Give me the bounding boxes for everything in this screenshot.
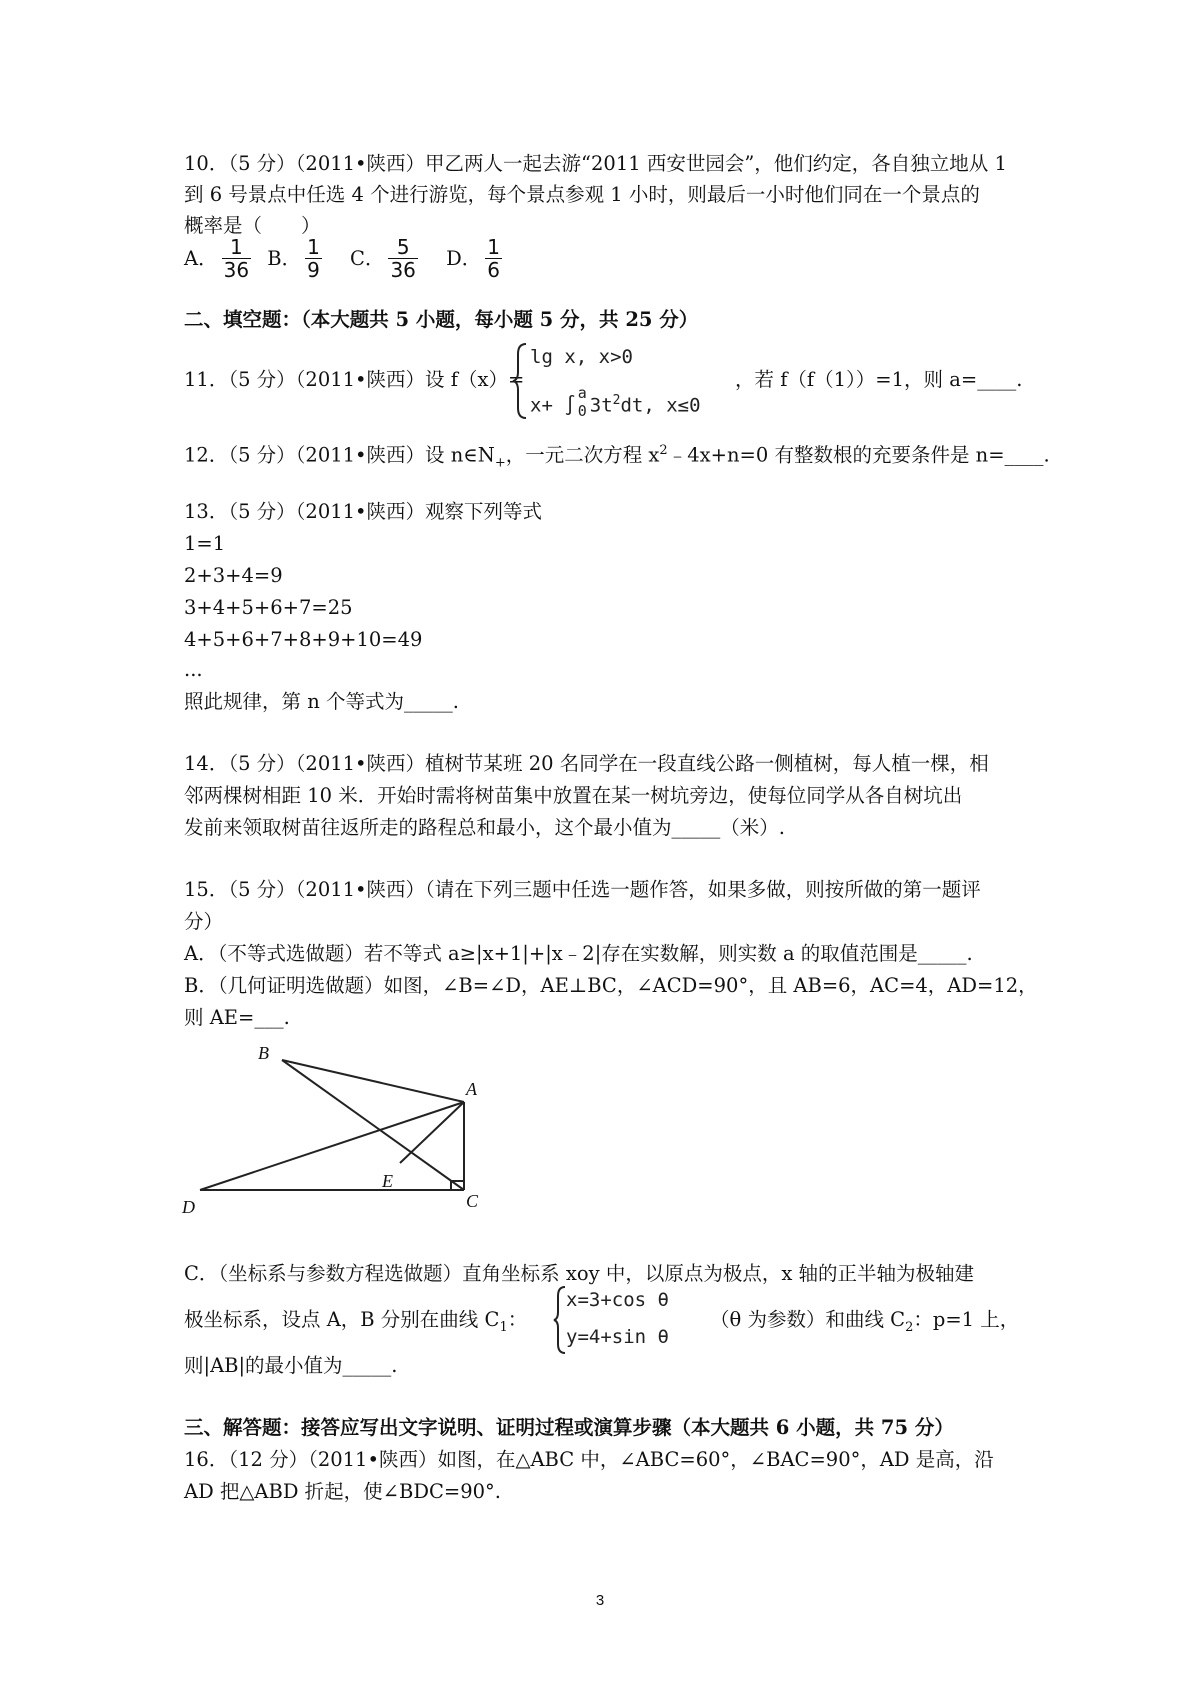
q10-line1: 10．（5 分）（2011•陕西）甲乙两人一起去游“2011 西安世园会”，他们约定，各自独立地从 1 (184, 152, 1007, 175)
q15-c-line2-prefix: 极坐标系，设点 A，B 分别在曲线 $C_1$： (184, 1308, 528, 1335)
q10-option-c: C． $\frac{5}{36}$ (350, 235, 416, 282)
label-D: D (182, 1197, 195, 1215)
q14-line3: 发前来领取树苗往返所走的路程总和最小，这个最小值为_____（米）. (184, 816, 785, 839)
q15-c-line1: C．（坐标系与参数方程选做题）直角坐标系 xoy 中，以原点为极点，x 轴的正半轴为极轴建 (184, 1262, 975, 1285)
q15-b-line2: 则 AE=___. (184, 1006, 290, 1029)
fraction: $\frac{1}{9}$ (307, 235, 320, 282)
segment-AE (400, 1102, 464, 1163)
q12-line: 12．（5 分）（2011•陕西）设 $n\in N_+$，一元二次方程 $x^2﹣4x+n=0$ 有整数根的充要条件是 n=____. (184, 443, 1050, 471)
q11-brace (512, 342, 528, 420)
q15-c-line3: 则|AB|的最小值为_____. (184, 1354, 398, 1377)
q14-line1: 14．（5 分）（2011•陕西）植树节某班 20 名同学在一段直线公路一侧植树，每人植一棵，相 (184, 752, 989, 775)
page-number: 3 (595, 1592, 605, 1609)
q10-options (184, 236, 506, 281)
q13-eq3: 3+4+5+6+7=25 (184, 596, 353, 619)
label-A: A (466, 1079, 477, 1099)
q13-eq1: 1=1 (184, 532, 226, 555)
section2-title: 二、填空题：（本大题共 5 小题，每小题 5 分，共 25 分） (184, 308, 699, 331)
fraction: $\frac{1}{36}$ (223, 235, 250, 282)
q15-c-case2: y=4+sin θ (566, 1326, 669, 1348)
q13-eq2: 2+3+4=9 (184, 564, 283, 587)
geometry-figure (170, 1035, 490, 1215)
q15-line1: 15．（5 分）（2011•陕西）（请在下列三题中任选一题作答，如果多做，则按所做的第一题评 (184, 878, 981, 901)
q15-c-case1: x=3+cos θ (566, 1289, 669, 1311)
label-E: E (382, 1171, 393, 1191)
section3-title: 三、解答题：接答应写出文字说明、证明过程或演算步骤（本大题共 6 小题，共 75 分） (184, 1416, 954, 1439)
q16-line2: AD 把△ABD 折起，使∠BDC=90°. (184, 1480, 501, 1503)
label-B: B (258, 1043, 269, 1063)
fraction: $\frac{1}{6}$ (487, 235, 500, 282)
q10-line2: 到 6 号景点中任选 4 个进行游览，每个景点参观 1 小时，则最后一小时他们同在一个景点的 (184, 183, 980, 206)
q13-line1: 13．（5 分）（2011•陕西）观察下列等式 (184, 500, 543, 523)
q15-b-line1: B．（几何证明选做题）如图，∠B=∠D，AE⊥BC，∠ACD=90°，且 AB=6，AC=4，AD=12， (184, 974, 1038, 997)
q14-line2: 邻两棵树相距 10 米．开始时需将树苗集中放置在某一树坑旁边，使每位同学从各自树坑出 (184, 784, 963, 807)
segment-BC (282, 1060, 464, 1190)
q15-a-line: A．（不等式选做题）若不等式 a≥|x+1|+|x﹣2|存在实数解，则实数 a 的取值范围是_____. (184, 942, 973, 965)
q11-suffix: ，若 f（f（1））=1，则 a=____. (735, 368, 1023, 391)
q10-option-d: D． $\frac{1}{6}$ (446, 235, 500, 282)
q11-case1: lg x, x>0 (530, 346, 633, 368)
label-C: C (466, 1191, 479, 1211)
q10-line3: 概率是（ ） (184, 214, 321, 237)
q13-dots: ... (184, 658, 203, 681)
q15-line2: 分） (184, 910, 224, 933)
q13-eq4: 4+5+6+7+8+9+10=49 (184, 628, 423, 651)
q11-case2: x+ ∫ a 0 $3t^2dt$, x≤0 (530, 384, 701, 420)
q13-line-last: 照此规律，第 n 个等式为_____. (184, 690, 459, 713)
q10-option-b: B． $\frac{1}{9}$ (267, 235, 320, 282)
q15-c-brace (553, 1285, 567, 1355)
q16-line1: 16．（12 分）（2011•陕西）如图，在△ABC 中，∠ABC=60°，∠BAC=90°，AD 是高，沿 (184, 1448, 994, 1471)
fraction: $\frac{5}{36}$ (390, 235, 416, 282)
segment-BA (282, 1060, 464, 1102)
q11-prefix: 11．（5 分）（2011•陕西）设 f（x）= (184, 368, 525, 391)
q10-option-a: A． $\frac{1}{36}$ (184, 235, 250, 282)
segment-DA (200, 1102, 464, 1190)
q15-c-line2-suffix: （θ 为参数）和曲线 $C_2$：p=1 上， (710, 1308, 1020, 1335)
